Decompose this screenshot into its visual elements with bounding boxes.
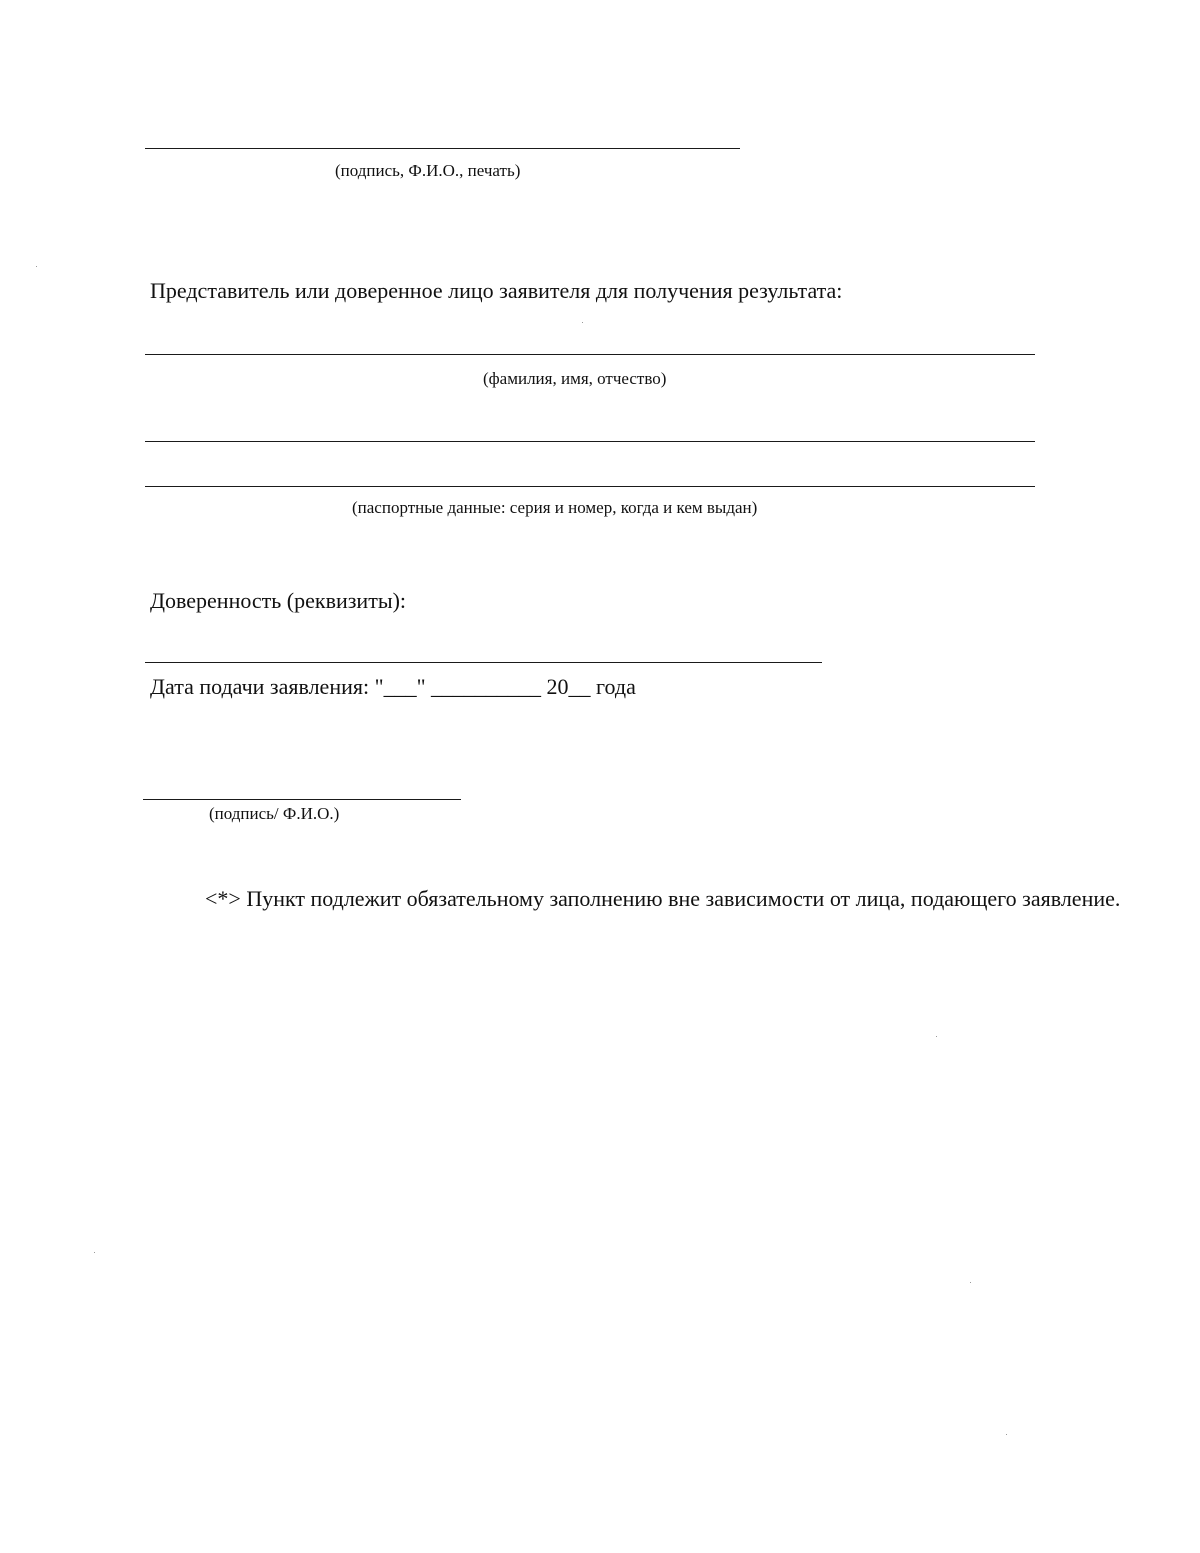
signature-caption-top: (подпись, Ф.И.О., печать) <box>335 161 521 180</box>
power-of-attorney-heading: Доверенность (реквизиты): <box>150 588 407 613</box>
power-of-attorney-line <box>145 662 822 663</box>
passport-line-2 <box>145 486 1035 487</box>
signature-caption-bottom: (подпись/ Ф.И.О.) <box>209 804 340 823</box>
submission-date: Дата подачи заявления: "___" __________ 20__ года <box>150 674 636 699</box>
scan-speck <box>94 1252 95 1253</box>
scan-speck <box>970 1282 971 1283</box>
scan-speck <box>36 266 37 267</box>
signature-line-bottom <box>143 799 461 800</box>
passport-caption: (паспортные данные: серия и номер, когда и кем выдан) <box>352 498 758 517</box>
representative-name-caption: (фамилия, имя, отчество) <box>483 369 667 388</box>
footnote: <*> Пункт подлежит обязательному заполнению вне зависимости от лица, подающего заявление. <box>205 886 1121 911</box>
representative-name-line <box>145 354 1035 355</box>
signature-line-top <box>145 148 740 149</box>
scan-speck <box>582 322 583 323</box>
scan-speck <box>936 1036 937 1037</box>
passport-line-1 <box>145 441 1035 442</box>
representative-heading: Представитель или доверенное лицо заявителя для получения результата: <box>150 278 843 303</box>
scan-speck <box>1006 1434 1007 1435</box>
